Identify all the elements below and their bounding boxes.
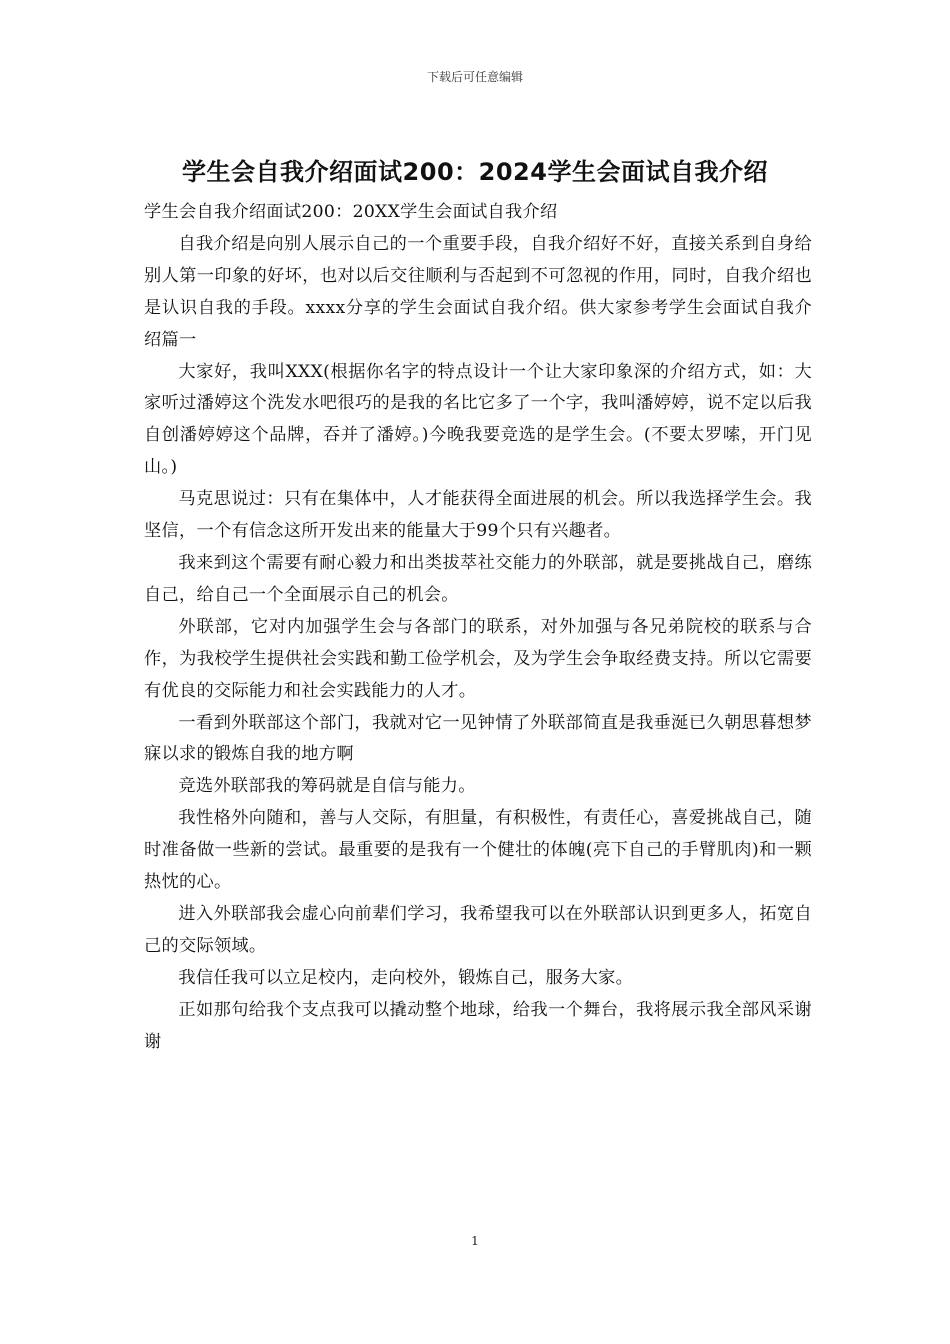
paragraph: 我信任我可以立足校内，走向校外，锻炼自己，服务大家。 — [178, 967, 634, 988]
page-title: 学生会自我介绍面试200：2024学生会面试自我介绍 — [182, 158, 768, 186]
page-number: 1 — [471, 1234, 479, 1248]
paragraph: 一看到外联部这个部门，我就对它一见钟情了外联部简直是我垂涎已久朝思暮想梦寐以求的锻炼自我的地方啊 — [144, 712, 812, 765]
paragraph: 我来到这个需要有耐心毅力和出类拔萃社交能力的外联部，就是要挑战自己，磨练自己，给自己一个全面展示自己的机会。 — [144, 552, 812, 605]
paragraph: 马克思说过：只有在集体中，人才能获得全面进展的机会。所以我选择学生会。我坚信，一个有信念这所开发出来的能量大于99个只有兴趣者。 — [144, 489, 812, 542]
paragraph: 自我介绍是向别人展示自己的一个重要手段，自我介绍好不好，直接关系到自身给别人第一印象的好坏，也对以后交往顺利与否起到不可忽视的作用，同时，自我介绍也是认识自我的手段。xxxx分享的学生会面试自我介绍。供大家参考学生会面试自我介绍篇一 — [144, 233, 812, 350]
header-note: 下载后可任意编辑 — [426, 70, 523, 84]
paragraph: 进入外联部我会虚心向前辈们学习，我希望我可以在外联部认识到更多人，拓宽自己的交际领域。 — [144, 903, 812, 956]
paragraph: 外联部，它对内加强学生会与各部门的联系，对外加强与各兄弟院校的联系与合作，为我校学生提供社会实践和勤工俭学机会，及为学生会争取经费支持。所以它需要有优良的交际能力和社会实践能力的人才。 — [144, 616, 812, 701]
paragraph: 我性格外向随和，善与人交际，有胆量，有积极性，有责任心，喜爱挑战自己，随时准备做一些新的尝试。最重要的是我有一个健壮的体魄(亮下自己的手臂肌肉)和一颗热忱的心。 — [144, 808, 812, 893]
subtitle-line: 学生会自我介绍面试200：20XX学生会面试自我介绍 — [144, 202, 558, 222]
document-body — [144, 197, 812, 1058]
paragraph: 竞选外联部我的筹码就是自信与能力。 — [178, 776, 476, 797]
paragraph: 大家好，我叫XXX(根据你名字的特点设计一个让大家印象深的介绍方式，如：大家听过潘婷这个洗发水吧很巧的是我的名比它多了一个字，我叫潘婷婷，说不定以后我自创潘婷婷这个品牌，吞并了潘婷。)今晚我要竞选的是学生会。(不要太罗嗦，开门见山。) — [144, 361, 812, 478]
paragraph: 正如那句给我个支点我可以撬动整个地球，给我一个舞台，我将展示我全部风采谢谢 — [144, 999, 812, 1052]
